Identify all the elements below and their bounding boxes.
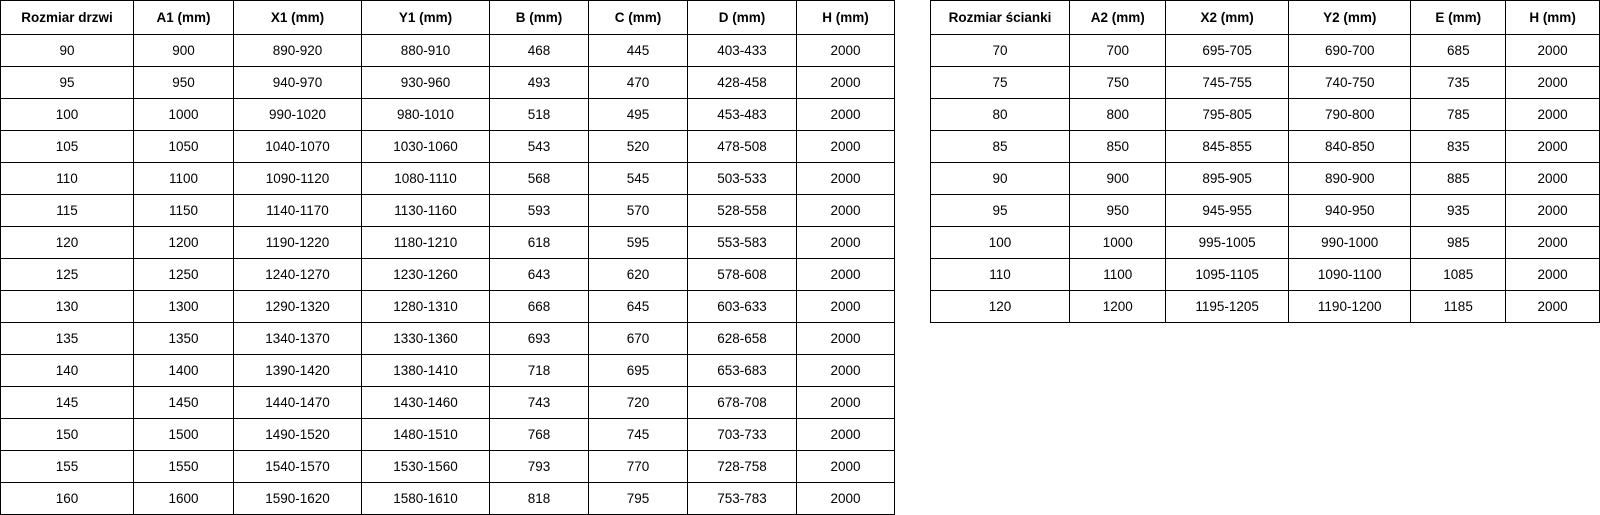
doors-table-cell: 940-970 xyxy=(234,67,362,99)
walls-table-cell: 885 xyxy=(1411,163,1506,195)
table-row xyxy=(1,227,895,259)
doors-table-cell: 1200 xyxy=(134,227,234,259)
doors-table-cell: 2000 xyxy=(797,35,895,67)
doors-table-cell: 155 xyxy=(1,451,134,483)
doors-table-cell: 1100 xyxy=(134,163,234,195)
doors-table-cell: 703-733 xyxy=(688,419,797,451)
doors-table-cell: 2000 xyxy=(797,387,895,419)
table-row xyxy=(1,259,895,291)
doors-table-column-header: B (mm) xyxy=(490,1,589,35)
doors-table-cell: 1230-1260 xyxy=(362,259,490,291)
doors-table-cell: 1130-1160 xyxy=(362,195,490,227)
walls-table-cell: 95 xyxy=(931,195,1070,227)
table-row xyxy=(931,35,1600,67)
doors-table-cell: 1490-1520 xyxy=(234,419,362,451)
doors-table-cell: 140 xyxy=(1,355,134,387)
walls-table-cell: 785 xyxy=(1411,99,1506,131)
doors-table-cell: 520 xyxy=(589,131,688,163)
table-header-row xyxy=(1,1,895,35)
doors-table-cell: 130 xyxy=(1,291,134,323)
doors-table-cell: 628-658 xyxy=(688,323,797,355)
doors-table-cell: 2000 xyxy=(797,355,895,387)
walls-table-column-header: Y2 (mm) xyxy=(1288,1,1411,35)
doors-table-cell: 1240-1270 xyxy=(234,259,362,291)
doors-table-cell: 2000 xyxy=(797,291,895,323)
doors-table-cell: 1000 xyxy=(134,99,234,131)
walls-table-head xyxy=(931,1,1600,35)
doors-table-cell: 720 xyxy=(589,387,688,419)
walls-table-cell: 110 xyxy=(931,259,1070,291)
doors-table-cell: 743 xyxy=(490,387,589,419)
doors-table-cell: 445 xyxy=(589,35,688,67)
doors-table-cell: 668 xyxy=(490,291,589,323)
walls-table-cell: 690-700 xyxy=(1288,35,1411,67)
doors-table-cell: 880-910 xyxy=(362,35,490,67)
walls-table-cell: 1000 xyxy=(1070,227,1166,259)
doors-table-column-header: Y1 (mm) xyxy=(362,1,490,35)
doors-table-cell: 1140-1170 xyxy=(234,195,362,227)
walls-table-cell: 2000 xyxy=(1506,195,1600,227)
walls-table-body xyxy=(931,35,1600,323)
doors-table-column-header: H (mm) xyxy=(797,1,895,35)
table-row xyxy=(931,291,1600,323)
walls-table-column-header: X2 (mm) xyxy=(1166,1,1289,35)
walls-table-cell: 740-750 xyxy=(1288,67,1411,99)
walls-table-cell: 85 xyxy=(931,131,1070,163)
walls-table-cell: 985 xyxy=(1411,227,1506,259)
walls-table-cell: 845-855 xyxy=(1166,131,1289,163)
table-row xyxy=(931,259,1600,291)
doors-table-cell: 1450 xyxy=(134,387,234,419)
walls-table-cell: 990-1000 xyxy=(1288,227,1411,259)
walls-table-cell: 75 xyxy=(931,67,1070,99)
doors-table-cell: 1190-1220 xyxy=(234,227,362,259)
doors-table-cell: 145 xyxy=(1,387,134,419)
doors-table-cell: 453-483 xyxy=(688,99,797,131)
doors-table-cell: 578-608 xyxy=(688,259,797,291)
doors-table-cell: 2000 xyxy=(797,67,895,99)
doors-table-cell: 570 xyxy=(589,195,688,227)
walls-table-cell: 750 xyxy=(1070,67,1166,99)
walls-dimensions-table-container xyxy=(930,0,1600,323)
doors-table-cell: 1050 xyxy=(134,131,234,163)
doors-table-cell: 1440-1470 xyxy=(234,387,362,419)
doors-table-cell: 618 xyxy=(490,227,589,259)
doors-table-cell: 793 xyxy=(490,451,589,483)
table-row xyxy=(1,419,895,451)
walls-table-cell: 1095-1105 xyxy=(1166,259,1289,291)
walls-table-cell: 685 xyxy=(1411,35,1506,67)
doors-table-cell: 160 xyxy=(1,483,134,515)
doors-table-cell: 1390-1420 xyxy=(234,355,362,387)
doors-table-cell: 90 xyxy=(1,35,134,67)
walls-table-cell: 850 xyxy=(1070,131,1166,163)
walls-table-cell: 70 xyxy=(931,35,1070,67)
doors-table-cell: 2000 xyxy=(797,163,895,195)
table-row xyxy=(1,451,895,483)
doors-table-cell: 693 xyxy=(490,323,589,355)
doors-table-cell: 1500 xyxy=(134,419,234,451)
walls-dimensions-table xyxy=(930,0,1600,323)
doors-table-cell: 2000 xyxy=(797,323,895,355)
table-row xyxy=(931,131,1600,163)
doors-table-cell: 115 xyxy=(1,195,134,227)
doors-table-cell: 553-583 xyxy=(688,227,797,259)
doors-table-cell: 125 xyxy=(1,259,134,291)
walls-table-cell: 835 xyxy=(1411,131,1506,163)
table-row xyxy=(1,355,895,387)
doors-table-cell: 1350 xyxy=(134,323,234,355)
doors-table-cell: 1550 xyxy=(134,451,234,483)
table-row xyxy=(1,35,895,67)
doors-table-cell: 1340-1370 xyxy=(234,323,362,355)
table-row xyxy=(1,387,895,419)
walls-table-cell: 1085 xyxy=(1411,259,1506,291)
doors-table-cell: 745 xyxy=(589,419,688,451)
doors-table-cell: 1600 xyxy=(134,483,234,515)
doors-table-cell: 1400 xyxy=(134,355,234,387)
doors-table-cell: 545 xyxy=(589,163,688,195)
walls-table-cell: 1200 xyxy=(1070,291,1166,323)
doors-table-cell: 653-683 xyxy=(688,355,797,387)
walls-table-cell: 1195-1205 xyxy=(1166,291,1289,323)
doors-table-cell: 428-458 xyxy=(688,67,797,99)
doors-table-cell: 1180-1210 xyxy=(362,227,490,259)
walls-table-column-header: A2 (mm) xyxy=(1070,1,1166,35)
table-header-row xyxy=(931,1,1600,35)
doors-table-cell: 980-1010 xyxy=(362,99,490,131)
doors-table-cell: 645 xyxy=(589,291,688,323)
doors-table-column-header: Rozmiar drzwi xyxy=(1,1,134,35)
walls-table-cell: 1100 xyxy=(1070,259,1166,291)
doors-table-cell: 100 xyxy=(1,99,134,131)
walls-table-column-header: E (mm) xyxy=(1411,1,1506,35)
walls-table-cell: 2000 xyxy=(1506,35,1600,67)
doors-table-cell: 478-508 xyxy=(688,131,797,163)
walls-table-column-header: Rozmiar ścianki xyxy=(931,1,1070,35)
table-row xyxy=(1,67,895,99)
doors-table-cell: 1330-1360 xyxy=(362,323,490,355)
doors-table-cell: 95 xyxy=(1,67,134,99)
doors-table-cell: 135 xyxy=(1,323,134,355)
walls-table-cell: 800 xyxy=(1070,99,1166,131)
doors-table-cell: 670 xyxy=(589,323,688,355)
walls-table-cell: 695-705 xyxy=(1166,35,1289,67)
doors-table-cell: 695 xyxy=(589,355,688,387)
doors-table-cell: 2000 xyxy=(797,195,895,227)
doors-table-cell: 2000 xyxy=(797,227,895,259)
doors-table-cell: 990-1020 xyxy=(234,99,362,131)
table-row xyxy=(931,99,1600,131)
table-row xyxy=(1,291,895,323)
table-row xyxy=(1,323,895,355)
doors-table-cell: 2000 xyxy=(797,131,895,163)
doors-table-cell: 1430-1460 xyxy=(362,387,490,419)
doors-table-cell: 543 xyxy=(490,131,589,163)
doors-table-cell: 495 xyxy=(589,99,688,131)
doors-table-cell: 753-783 xyxy=(688,483,797,515)
doors-table-cell: 890-920 xyxy=(234,35,362,67)
doors-table-cell: 728-758 xyxy=(688,451,797,483)
doors-table-cell: 770 xyxy=(589,451,688,483)
doors-table-cell: 403-433 xyxy=(688,35,797,67)
doors-table-cell: 620 xyxy=(589,259,688,291)
doors-table-column-header: D (mm) xyxy=(688,1,797,35)
doors-table-cell: 528-558 xyxy=(688,195,797,227)
doors-table-cell: 718 xyxy=(490,355,589,387)
doors-table-cell: 1250 xyxy=(134,259,234,291)
walls-table-cell: 2000 xyxy=(1506,99,1600,131)
walls-table-cell: 120 xyxy=(931,291,1070,323)
table-row xyxy=(931,195,1600,227)
table-row xyxy=(931,227,1600,259)
walls-table-cell: 2000 xyxy=(1506,163,1600,195)
doors-table-cell: 2000 xyxy=(797,259,895,291)
walls-table-cell: 2000 xyxy=(1506,67,1600,99)
doors-table-cell: 603-633 xyxy=(688,291,797,323)
walls-table-cell: 795-805 xyxy=(1166,99,1289,131)
doors-table-cell: 1150 xyxy=(134,195,234,227)
doors-table-cell: 818 xyxy=(490,483,589,515)
doors-table-cell: 470 xyxy=(589,67,688,99)
doors-table-cell: 1080-1110 xyxy=(362,163,490,195)
doors-table-column-header: A1 (mm) xyxy=(134,1,234,35)
doors-table-column-header: C (mm) xyxy=(589,1,688,35)
walls-table-cell: 790-800 xyxy=(1288,99,1411,131)
doors-table-cell: 1030-1060 xyxy=(362,131,490,163)
doors-table-cell: 593 xyxy=(490,195,589,227)
walls-table-cell: 2000 xyxy=(1506,131,1600,163)
doors-table-cell: 2000 xyxy=(797,99,895,131)
doors-table-cell: 568 xyxy=(490,163,589,195)
walls-table-cell: 90 xyxy=(931,163,1070,195)
doors-table-cell: 1530-1560 xyxy=(362,451,490,483)
table-row xyxy=(931,67,1600,99)
table-row xyxy=(1,163,895,195)
doors-table-cell: 1300 xyxy=(134,291,234,323)
doors-table-cell: 2000 xyxy=(797,451,895,483)
doors-table-cell: 493 xyxy=(490,67,589,99)
walls-table-column-header: H (mm) xyxy=(1506,1,1600,35)
doors-table-cell: 518 xyxy=(490,99,589,131)
doors-table-cell: 930-960 xyxy=(362,67,490,99)
walls-table-cell: 735 xyxy=(1411,67,1506,99)
doors-table-body xyxy=(1,35,895,515)
walls-table-cell: 995-1005 xyxy=(1166,227,1289,259)
doors-table-column-header: X1 (mm) xyxy=(234,1,362,35)
doors-table-cell: 678-708 xyxy=(688,387,797,419)
walls-table-cell: 700 xyxy=(1070,35,1166,67)
doors-table-cell: 950 xyxy=(134,67,234,99)
doors-table-cell: 105 xyxy=(1,131,134,163)
walls-table-cell: 80 xyxy=(931,99,1070,131)
walls-table-cell: 940-950 xyxy=(1288,195,1411,227)
doors-table-cell: 1090-1120 xyxy=(234,163,362,195)
doors-table-cell: 2000 xyxy=(797,483,895,515)
doors-table-cell: 595 xyxy=(589,227,688,259)
walls-table-cell: 1090-1100 xyxy=(1288,259,1411,291)
doors-table-cell: 120 xyxy=(1,227,134,259)
walls-table-cell: 895-905 xyxy=(1166,163,1289,195)
table-row xyxy=(1,131,895,163)
walls-table-cell: 1185 xyxy=(1411,291,1506,323)
table-row xyxy=(1,195,895,227)
doors-table-cell: 1590-1620 xyxy=(234,483,362,515)
doors-table-cell: 643 xyxy=(490,259,589,291)
walls-table-cell: 950 xyxy=(1070,195,1166,227)
doors-table-cell: 1280-1310 xyxy=(362,291,490,323)
walls-table-cell: 945-955 xyxy=(1166,195,1289,227)
walls-table-cell: 100 xyxy=(931,227,1070,259)
table-row xyxy=(1,99,895,131)
doors-table-cell: 468 xyxy=(490,35,589,67)
table-row xyxy=(931,163,1600,195)
doors-table-cell: 1380-1410 xyxy=(362,355,490,387)
doors-table-cell: 1480-1510 xyxy=(362,419,490,451)
doors-table-cell: 2000 xyxy=(797,419,895,451)
walls-table-cell: 1190-1200 xyxy=(1288,291,1411,323)
doors-table-head xyxy=(1,1,895,35)
walls-table-cell: 840-850 xyxy=(1288,131,1411,163)
doors-table-cell: 503-533 xyxy=(688,163,797,195)
walls-table-cell: 2000 xyxy=(1506,259,1600,291)
walls-table-cell: 890-900 xyxy=(1288,163,1411,195)
walls-table-cell: 935 xyxy=(1411,195,1506,227)
doors-table-cell: 110 xyxy=(1,163,134,195)
doors-table-cell: 900 xyxy=(134,35,234,67)
doors-table-cell: 1580-1610 xyxy=(362,483,490,515)
doors-table-cell: 1540-1570 xyxy=(234,451,362,483)
walls-table-cell: 745-755 xyxy=(1166,67,1289,99)
doors-table-cell: 150 xyxy=(1,419,134,451)
doors-table-cell: 795 xyxy=(589,483,688,515)
table-row xyxy=(1,483,895,515)
doors-table-cell: 1040-1070 xyxy=(234,131,362,163)
walls-table-cell: 900 xyxy=(1070,163,1166,195)
doors-table-cell: 1290-1320 xyxy=(234,291,362,323)
walls-table-cell: 2000 xyxy=(1506,291,1600,323)
doors-table-cell: 768 xyxy=(490,419,589,451)
walls-table-cell: 2000 xyxy=(1506,227,1600,259)
